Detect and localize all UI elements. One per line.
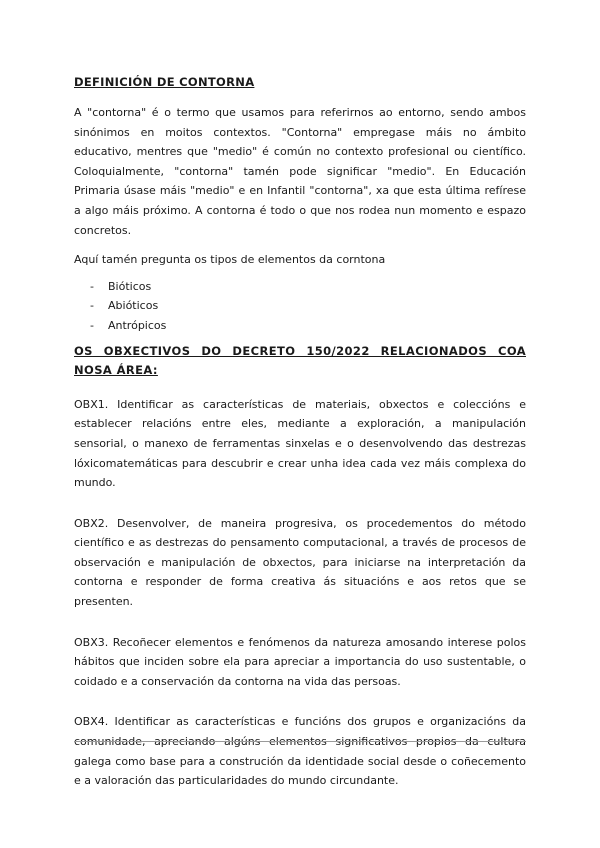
- list-dash: -: [90, 299, 94, 313]
- intro-paragraph: A "contorna" é o termo que usamos para referirnos ao entorno, sendo ambos sinónimos en moitos contextos. "Contorna" empregase máis no ámbito educativo, mentres que "medio" é común no contexto profesional ou científico. Coloquialmente, "contorna" tamén pode significar "medio". En Educación Primaria úsase máis "medio" e en Infantil "contorna", xa que esta última refírese a algo máis próximo. A contorna é todo o que nos rodea nun momento e espazo concretos.: [74, 106, 526, 237]
- list-item: [74, 277, 526, 297]
- types-intro: Aquí tamén pregunta os tipos de elementos da corntona: [74, 253, 386, 267]
- document-content: [74, 72, 526, 812]
- types-list: [74, 277, 526, 336]
- list-item-label: Abióticos: [108, 299, 159, 313]
- objective-paragraph: OBX4. Identificar as características e funcións dos grupos e organizacións da comunidade, apreciando algúns elementos significativos propios da cultura galega como base para a construción da identidade social desde o coñecemento e a valoración das particularidades do mundo circundante.: [74, 715, 526, 788]
- list-dash: -: [90, 318, 94, 332]
- objectives-heading: OS OBXECTIVOS DO DECRETO 150/2022 RELACIONADOS COA NOSA ÁREA:: [74, 343, 526, 378]
- list-item: [74, 296, 526, 316]
- objective-paragraph: OBX3. Recoñecer elementos e fenómenos da natureza amosando interese polos hábitos que inciden sobre ela para apreciar a importancia do uso sustentable, o coidado e a conservación da contorna na vida das persoas.: [74, 635, 526, 688]
- definition-heading: DEFINICIÓN DE CONTORNA: [74, 75, 255, 89]
- footer-divider: [74, 741, 526, 742]
- list-item-label: Antrópicos: [108, 318, 167, 332]
- objective-paragraph: OBX2. Desenvolver, de maneira progresiva, os procedementos do método científico e as destrezas do pensamento computacional, a través de procesos de observación e manipulación de obxectos, para iniciarse na interpretación da contorna e responder de forma creativa ás situacións e aos retos que se presenten.: [74, 516, 526, 609]
- objective-paragraph: OBX1. Identificar as características de materiais, obxectos e coleccións e establecer relacións entre eles, mediante a exploración, a manipulación sensorial, o manexo de ferramentas sinxelas e o desenvolvendo das destrezas lóxicomatemáticas para descubrir e crear unha idea cada vez máis complexa do mundo.: [74, 397, 526, 490]
- list-item: [74, 316, 526, 336]
- list-item-label: Bióticos: [108, 279, 152, 293]
- list-dash: -: [90, 279, 94, 293]
